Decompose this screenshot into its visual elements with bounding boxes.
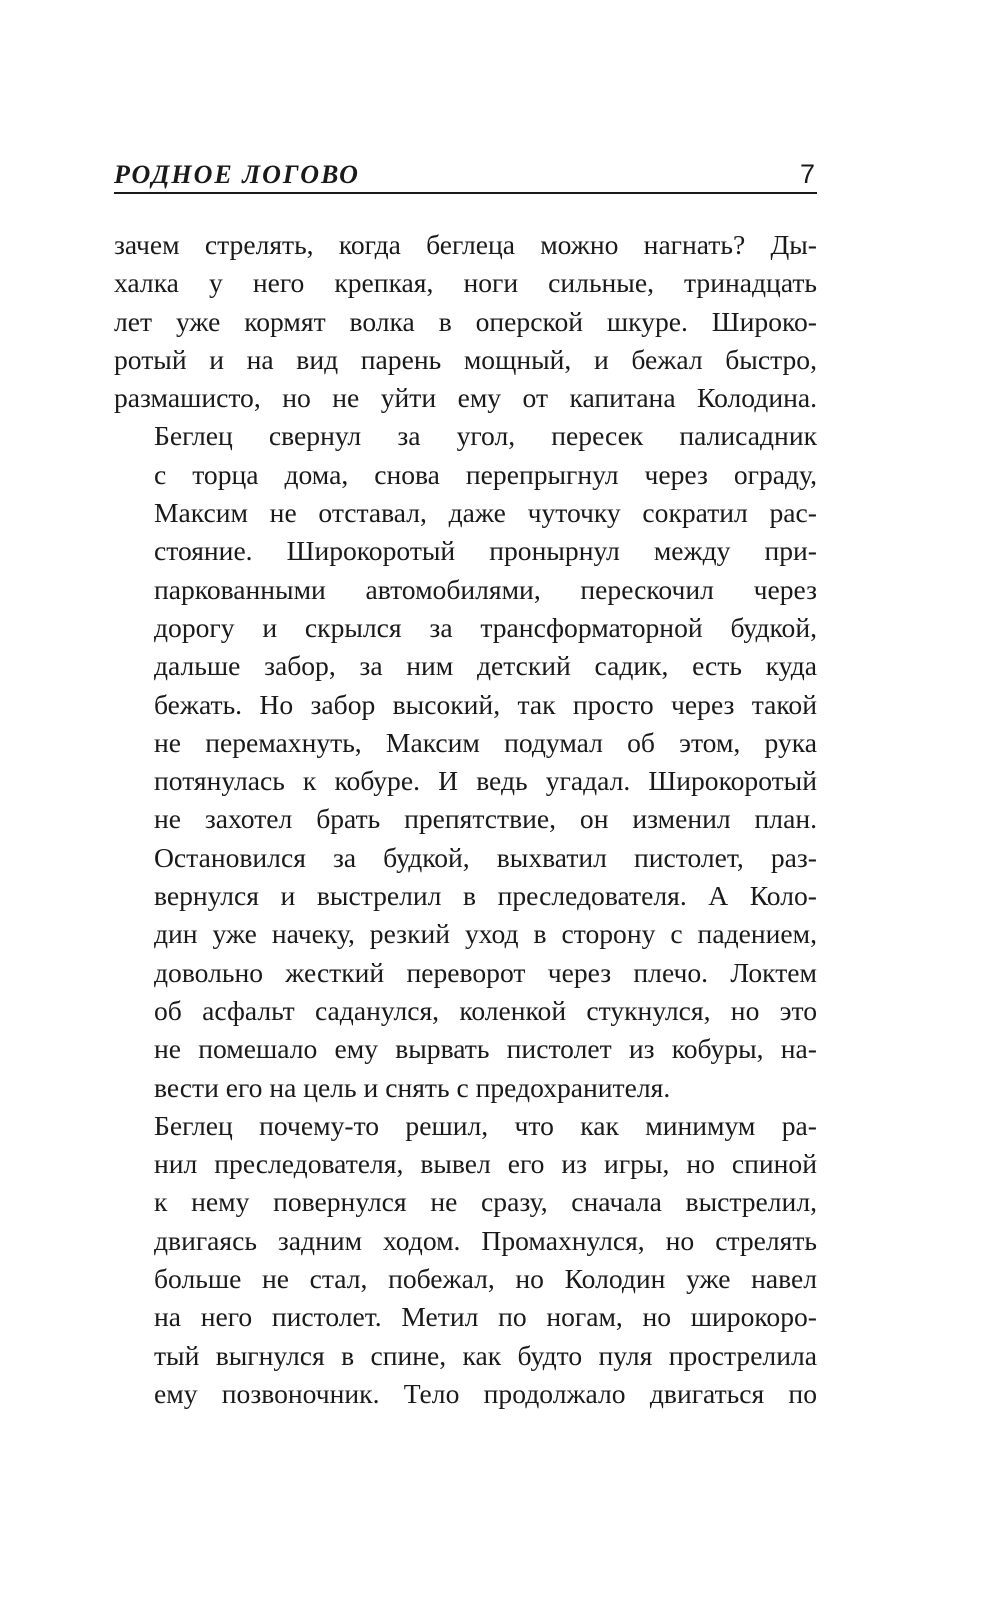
- text-line: ротый и на вид парень мощный, и бежал быстро,: [114, 343, 817, 375]
- text-line: на него пистолет. Метил по ногам, но широкоро-: [154, 1301, 817, 1333]
- text-line: паркованными автомобилями, перескочил через: [154, 573, 817, 605]
- text-line: вести его на цель и снять с предохранителя.: [154, 1071, 671, 1103]
- paragraph-2: [114, 417, 817, 1106]
- text-line: с торца дома, снова перепрыгнул через ограду,: [154, 458, 817, 490]
- text-line: не перемахнуть, Максим подумал об этом, рука: [154, 726, 817, 758]
- text-line: дорогу и скрылся за трансформаторной будкой,: [154, 611, 817, 643]
- text-line: Остановился за будкой, выхватил пистолет, раз-: [154, 841, 817, 873]
- text-line: об асфальт саданулся, коленкой стукнулся, но это: [154, 994, 817, 1026]
- text-line: Беглец свернул за угол, пересек палисадник: [154, 420, 817, 452]
- text-line: халка у него крепкая, ноги сильные, тринадцать: [114, 267, 817, 299]
- text-line: не захотел брать препятствие, он изменил план.: [154, 803, 817, 835]
- text-line: двигаясь задним ходом. Промахнулся, но стрелять: [154, 1224, 817, 1256]
- running-title: РОДНОЕ ЛОГОВО: [114, 160, 360, 189]
- text-line: довольно жесткий переворот через плечо. Локтем: [154, 956, 817, 988]
- text-line: ему позвоночник. Тело продолжало двигаться по: [154, 1377, 817, 1409]
- page-number: 7: [799, 159, 815, 189]
- text-line: зачем стрелять, когда беглеца можно нагнать? Ды-: [114, 229, 817, 260]
- text-line: Беглец почему-то решил, что как минимум ра-: [154, 1109, 817, 1141]
- paragraph-1: [114, 226, 817, 417]
- text-line: бежать. Но забор высокий, так просто через такой: [154, 688, 817, 720]
- text-line: тый выгнулся в спине, как будто пуля прострелила: [154, 1339, 817, 1371]
- text-line: к нему повернулся не сразу, сначала выстрелил,: [154, 1186, 817, 1218]
- book-page: [114, 150, 817, 1413]
- text-line: нил преследователя, вывел его из игры, но спиной: [154, 1148, 817, 1180]
- text-line: лет уже кормят волка в оперской шкуре. Широко-: [114, 305, 817, 337]
- paragraph-3: [114, 1107, 817, 1413]
- text-line: потянулась к кобуре. И ведь угадал. Широкоротый: [154, 765, 817, 797]
- body-text: [114, 226, 817, 1413]
- text-line: больше не стал, побежал, но Колодин уже навел: [154, 1263, 817, 1295]
- text-line: вернулся и выстрелил в преследователя. А Коло-: [154, 880, 817, 912]
- text-line: стояние. Широкоротый пронырнул между при-: [154, 535, 817, 567]
- text-line: Максим не отставал, даже чуточку сократил рас-: [154, 497, 817, 529]
- running-head: [114, 150, 817, 194]
- text-line: не помешало ему вырвать пистолет из кобуры, на-: [154, 1033, 817, 1065]
- text-line: дин уже начеку, резкий уход в сторону с падением,: [154, 918, 817, 950]
- text-line: дальше забор, за ним детский садик, есть куда: [154, 650, 817, 682]
- text-line: размашисто, но не уйти ему от капитана Колодина.: [114, 382, 817, 414]
